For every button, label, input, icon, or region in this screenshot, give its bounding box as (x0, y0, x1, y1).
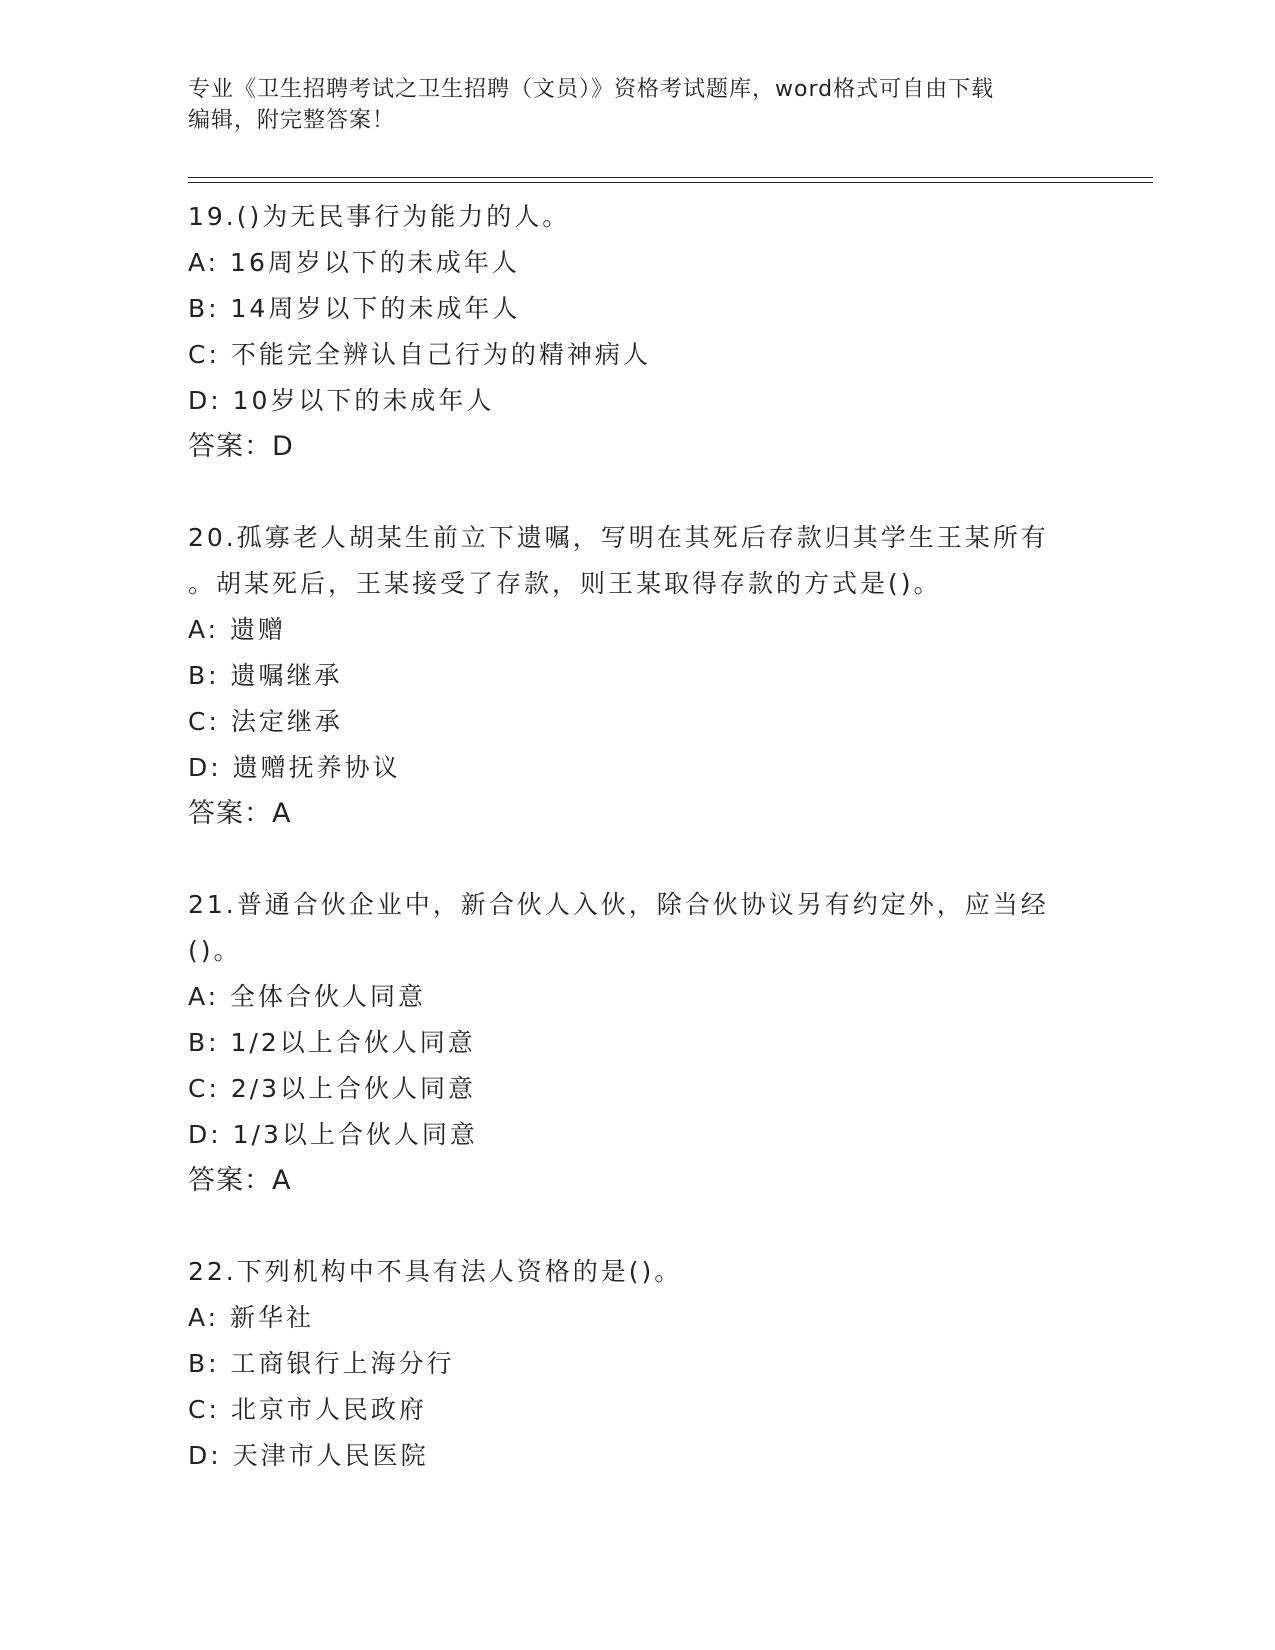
option-a: A: 16周岁以下的未成年人 (188, 248, 520, 277)
header-line-1: 专业《卫生招聘考试之卫生招聘（文员）》资格考试题库，word格式可自由下载 (188, 77, 995, 102)
question-19 (188, 194, 1088, 470)
answer: 答案：D (188, 431, 294, 462)
question-20 (188, 515, 1088, 837)
question-stem-continued: ()。 (188, 936, 242, 965)
question-stem: 19.()为无民事行为能力的人。 (188, 202, 571, 231)
header-rule-top (188, 177, 1153, 178)
question-gap (188, 837, 1088, 882)
question-stem-continued: 。胡某死后，王某接受了存款，则王某取得存款的方式是()。 (188, 569, 942, 598)
option-a: A: 新华社 (188, 1303, 315, 1332)
question-stem: 20.孤寡老人胡某生前立下遗嘱，写明在其死后存款归其学生王某所有 (188, 523, 1049, 552)
option-a: A: 全体合伙人同意 (188, 982, 427, 1011)
answer: 答案：A (188, 798, 292, 829)
question-gap (188, 470, 1088, 515)
question-stem: 21.普通合伙企业中，新合伙人入伙，除合伙协议另有约定外，应当经 (188, 890, 1049, 919)
option-d: D: 1/3以上合伙人同意 (188, 1120, 478, 1149)
header-line-2: 编辑，附完整答案！ (188, 108, 396, 133)
question-21 (188, 882, 1088, 1204)
option-c: C: 2/3以上合伙人同意 (188, 1074, 477, 1103)
header-rule-bottom (188, 182, 1153, 183)
question-gap (188, 1204, 1088, 1249)
option-d: D: 天津市人民医院 (188, 1441, 429, 1470)
option-c: C: 北京市人民政府 (188, 1395, 427, 1424)
option-a: A: 遗赠 (188, 615, 287, 644)
question-22 (188, 1249, 1088, 1479)
option-c: C: 法定继承 (188, 707, 343, 736)
question-list (188, 194, 1088, 1479)
document-header (188, 74, 1068, 136)
option-d: D: 遗赠抚养协议 (188, 753, 401, 782)
answer: 答案：A (188, 1165, 292, 1196)
option-b: B: 14周岁以下的未成年人 (188, 294, 521, 323)
option-b: B: 遗嘱继承 (188, 661, 343, 690)
option-b: B: 1/2以上合伙人同意 (188, 1028, 476, 1057)
option-c: C: 不能完全辨认自己行为的精神病人 (188, 340, 651, 369)
question-stem: 22.下列机构中不具有法人资格的是()。 (188, 1257, 683, 1286)
option-b: B: 工商银行上海分行 (188, 1349, 455, 1378)
option-d: D: 10岁以下的未成年人 (188, 386, 495, 415)
